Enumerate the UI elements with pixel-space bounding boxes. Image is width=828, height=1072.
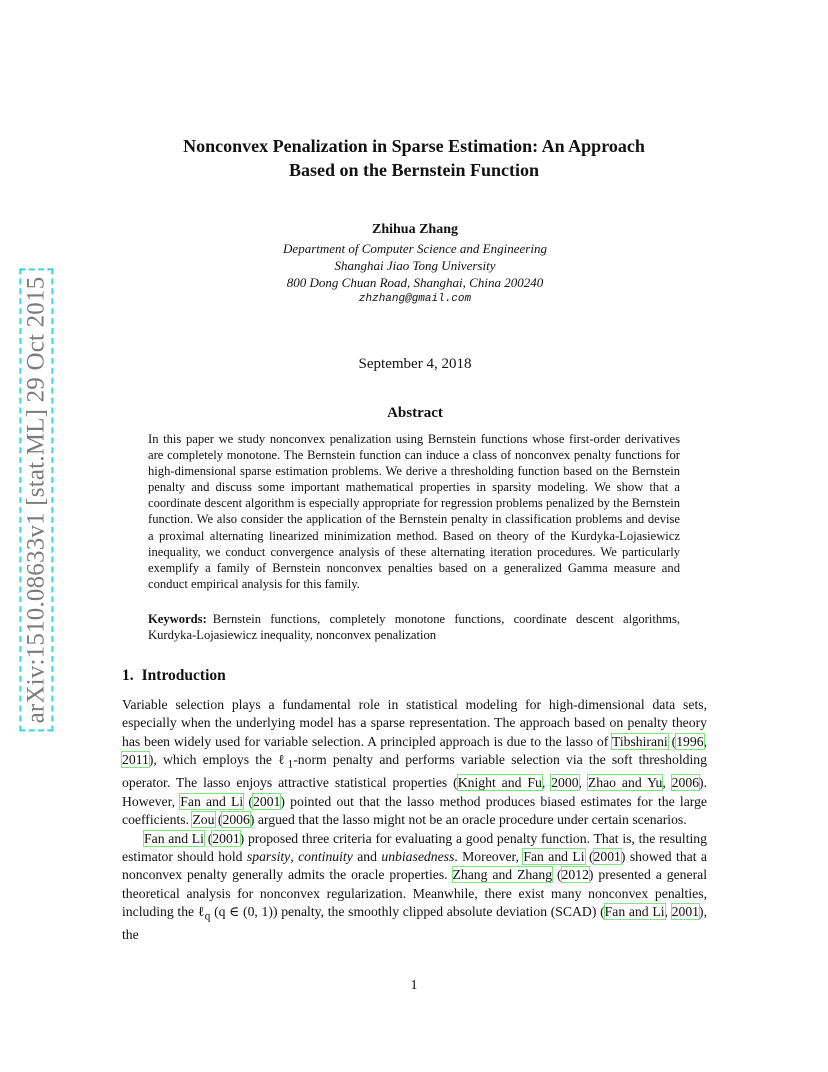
paper-title-line-2: Based on the Bernstein Function — [288, 160, 540, 180]
author-name: Zhihua Zhang — [372, 222, 458, 237]
paragraph-1: Variable selection plays a fundamental role in statistical modeling for high-dimensional data sets, especially when the underlying model has a sparse representation. The approach based on penalty theory has been widely used for variable selection. A principled approach is due to the lasso of Tibshirani (1996, 2011), which employs the ℓ$_1$-norm penalty and performs variable selection via the soft thresholding operator. The lasso enjoys attractive statistical properties (Knight and Fu, 2000, Zhao and Yu, 2006). However, Fan and Li (2001) pointed out that the lasso method produces biased estimates for the large coefficients. Zou (2006) argued that the lasso might not be an oracle procedure under certain scenarios. — [122, 697, 708, 828]
author-department: Department of Computer Science and Engineering — [283, 241, 547, 256]
paragraph-2: Fan and Li (2001) proposed three criteria for evaluating a good penalty function. That is, the resulting estimator should hold sparsity, continuity and unbiasedness. Moreover, Fan and Li (2001) showed that a nonconvex penalty generally admits the oracle properties. Zhang and Zhang (2012) presented a general theoretical analysis for nonconvex regularization. Meanwhile, there exist many nonconvex penalties, including the ℓ$_q$ (q ∈ (0, 1)) penalty, the smoothly clipped absolute deviation (SCAD) (Fan and Li, 2001), the — [122, 830, 708, 943]
author-university: Shanghai Jiao Tong University — [334, 258, 496, 273]
keywords-list: Bernstein functions, completely monotone functions, coordinate descent algorithms, Kurdyka-Lojasiewicz inequality, nonconvex penalization — [148, 612, 680, 643]
author-email[interactable]: zhzhang@gmail.com — [358, 293, 472, 305]
citation-link[interactable]: Zou — [192, 812, 215, 828]
citation-link[interactable]: 2001 — [593, 848, 621, 864]
citation-link[interactable]: Tibshirani — [611, 733, 668, 749]
citation-link[interactable]: 1996 — [676, 733, 704, 749]
citation-link[interactable]: 2006 — [671, 775, 700, 791]
citation-link[interactable]: 2011 — [122, 752, 149, 768]
paper-title-line-1: Nonconvex Penalization in Sparse Estimation: An Approach — [183, 136, 645, 156]
citation-link[interactable]: 2000 — [551, 775, 579, 791]
author-block — [180, 220, 650, 307]
citation-link[interactable]: 2001 — [212, 830, 240, 846]
paper-title — [100, 134, 728, 182]
introduction-body — [122, 696, 707, 945]
keywords-label: Keywords: — [148, 612, 207, 626]
section-heading-introduction — [122, 667, 226, 685]
section-title: Introduction — [141, 667, 226, 684]
keywords — [148, 611, 680, 643]
author-address: 800 Dong Chuan Road, Shanghai, China 200240 — [286, 275, 544, 290]
citation-link[interactable]: Knight and Fu — [457, 775, 542, 791]
paper-date: September 4, 2018 — [358, 356, 472, 372]
citation-link[interactable]: 2006 — [222, 812, 250, 828]
citation-link[interactable]: 2001 — [671, 904, 700, 920]
arxiv-identifier-text[interactable]: arXiv:1510.08633v1 [stat.ML] 29 Oct 2015 — [19, 269, 53, 732]
citation-link[interactable]: Zhao and Yu — [587, 775, 663, 791]
citation-link[interactable]: 2012 — [561, 867, 589, 883]
section-number: 1. — [122, 667, 134, 684]
page-number: 1 — [410, 978, 418, 993]
citation-link[interactable]: Zhang and Zhang — [452, 867, 553, 883]
citation-link[interactable]: 2001 — [253, 793, 281, 809]
abstract-text: In this paper we study nonconvex penalization using Bernstein functions whose first-order derivatives are completely monotone. The Bernstein function can induce a class of nonconvex penalty functions for high-dimensional sparse estimation problems. We derive a thresholding function based on the Bernstein penalty and discuss some important mathematical properties in sparsity modeling. We show that a coordinate descent algorithm is especially appropriate for regression problems penalized by the Bernstein function. We also consider the application of the Bernstein penalty in classification problems and devise a proximal alternating linearized minimization method. Based on theory of the Kurdyka-Lojasiewicz inequality, we conduct convergence analysis of these alternating iteration procedures. We particularly exemplify a family of Bernstein nonconvex penalties based on a generalized Gamma measure and conduct empirical analysis for this family. — [148, 432, 680, 591]
abstract-heading: Abstract — [387, 405, 443, 421]
citation-link[interactable]: Fan and Li — [180, 793, 244, 809]
citation-link[interactable]: Fan and Li — [144, 830, 204, 846]
citation-link[interactable]: Fan and Li — [523, 848, 585, 864]
arxiv-identifier-stamp[interactable] — [14, 245, 58, 755]
citation-link[interactable]: Fan and Li — [604, 904, 665, 920]
